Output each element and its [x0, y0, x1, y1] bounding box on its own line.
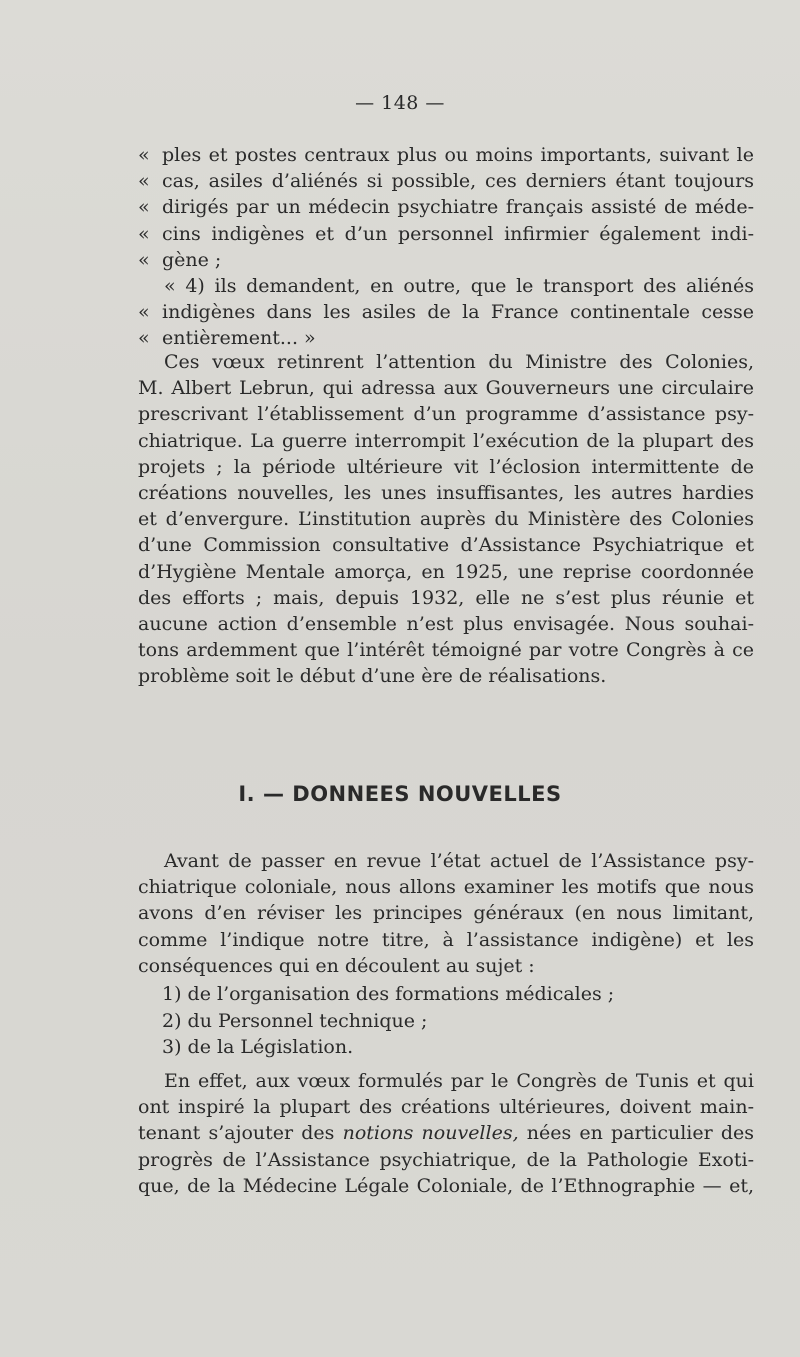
quote-line: [138, 142, 754, 168]
paragraph-line: [138, 1120, 754, 1146]
quote-line-text: indigènes dans les asiles de la France continentale cesse: [162, 301, 754, 324]
paragraph-line: avons d’en réviser les principes généraux (en nous limitant,: [138, 902, 754, 925]
paragraph-line: tons ardemment que l’intérêt témoigné par votre Congrès à ce: [138, 639, 754, 662]
paragraph-notions: [138, 1068, 754, 1199]
paragraph-line: problème soit le début d’une ère de réalisations.: [138, 665, 607, 688]
paragraph-ministre: [138, 349, 754, 689]
line-text: nées en particulier des: [518, 1122, 754, 1145]
paragraph-line: En effet, aux vœux formulés par le Congrès de Tunis et qui: [164, 1070, 754, 1092]
paragraph-line: d’Hygiène Mentale amorça, en 1925, une reprise coordonnée: [138, 560, 754, 583]
paragraph-line: projets ; la période ultérieure vit l’éclosion intermittente de: [138, 455, 754, 478]
section-heading: I. — DONNEES NOUVELLES: [238, 782, 562, 806]
paragraph-line: aucune action d’ensemble n’est plus envisagée. Nous souhai-: [138, 612, 754, 635]
paragraph-intro: [138, 848, 754, 979]
italic-phrase: notions nouvelles,: [342, 1122, 519, 1145]
quote-line-text: dirigés par un médecin psychiatre français assisté de méde-: [162, 196, 754, 219]
quote-line: [138, 325, 754, 351]
list-item: 3) de la Législation.: [162, 1036, 354, 1058]
quote-line-text: gène ;: [162, 248, 222, 271]
guillemet-mark: «: [138, 301, 150, 324]
numbered-list: [162, 981, 614, 1061]
guillemet-mark: «: [138, 196, 150, 219]
guillemet-mark: «: [138, 144, 150, 166]
paragraph-line: et d’envergure. L’institution auprès du Ministère des Colonies: [138, 508, 754, 531]
paragraph-line: M. Albert Lebrun, qui adressa aux Gouverneurs une circulaire: [138, 377, 754, 400]
quote-line: [138, 247, 754, 273]
quote-line-text: ples et postes centraux plus ou moins importants, suivant le: [162, 144, 754, 166]
paragraph-line: créations nouvelles, les unes insuffisantes, les autres hardies: [138, 481, 754, 504]
paragraph-line: comme l’indique notre titre, à l’assistance indigène) et les: [138, 928, 754, 951]
paragraph-line: chiatrique. La guerre interrompit l’exécution de la plupart des: [138, 429, 754, 452]
quote-line: [138, 194, 754, 220]
quote-line-text: entièrement... »: [162, 327, 316, 350]
quote-item-4-first-line: « 4) ils demandent, en outre, que le transport des aliénés: [164, 274, 754, 297]
line-text: tenant s’ajouter des: [138, 1122, 343, 1145]
guillemet-mark: «: [138, 248, 150, 271]
guillemet-mark: «: [138, 170, 150, 193]
quotation-block: [138, 142, 754, 352]
quote-line-text: cins indigènes et d’un personnel infirmier également indi-: [162, 222, 754, 245]
guillemet-mark: «: [138, 327, 150, 350]
guillemet-mark: «: [138, 222, 150, 245]
paragraph-line: des efforts ; mais, depuis 1932, elle ne s’est plus réunie et: [138, 586, 754, 609]
paragraph-line: Ces vœux retinrent l’attention du Ministre des Colonies,: [164, 351, 754, 373]
paragraph-line: que, de la Médecine Légale Coloniale, de l’Ethnographie — et,: [138, 1174, 754, 1197]
paragraph-line: ont inspiré la plupart des créations ultérieures, doivent main-: [138, 1096, 754, 1119]
quote-line: [138, 168, 754, 194]
paragraph-line: Avant de passer en revue l’état actuel de l’Assistance psy-: [164, 850, 754, 872]
paragraph-line: chiatrique coloniale, nous allons examiner les motifs que nous: [138, 876, 754, 899]
paragraph-line: conséquences qui en découlent au sujet :: [138, 954, 535, 977]
paragraph-line: prescrivant l’établissement d’un programme d’assistance psy-: [138, 403, 754, 426]
paragraph-line: progrès de l’Assistance psychiatrique, de la Pathologie Exoti-: [138, 1148, 754, 1171]
list-item: 2) du Personnel technique ;: [162, 1009, 428, 1032]
page-number: — 148 —: [355, 92, 445, 114]
quote-line: [138, 221, 754, 247]
paragraph-line: d’une Commission consultative d’Assistance Psychiatrique et: [138, 534, 754, 557]
quote-line-text: cas, asiles d’aliénés si possible, ces derniers étant toujours: [162, 170, 754, 193]
list-item: 1) de l’organisation des formations médicales ;: [162, 983, 615, 1005]
quote-line: [138, 299, 754, 325]
